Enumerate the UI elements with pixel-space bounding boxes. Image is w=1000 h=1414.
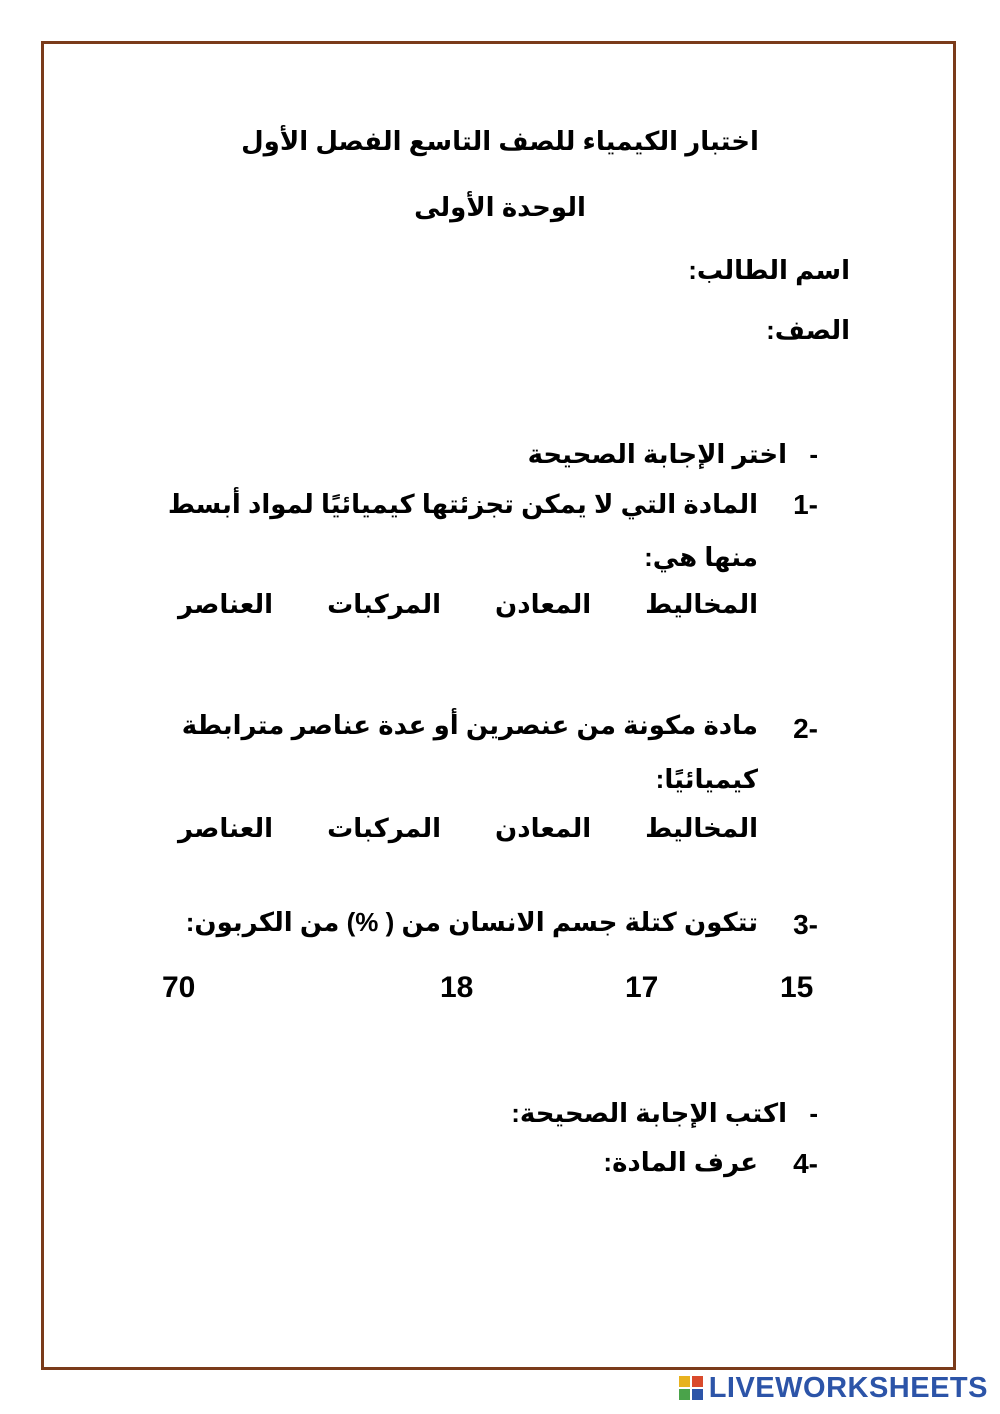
question-1-options [178, 591, 758, 617]
q2-option-minerals[interactable]: المعادن [495, 813, 592, 843]
q1-option-elements[interactable]: العناصر [178, 589, 274, 619]
question-4-text: عرف المادة: [603, 1147, 758, 1177]
liveworksheets-logo-icon [679, 1376, 705, 1402]
student-name-label: اسم الطالب: [688, 255, 850, 285]
section-2-bullet: - [809, 1098, 818, 1128]
liveworksheets-wordmark: LIVEWORKSHEETS [708, 1372, 988, 1404]
q2-option-compounds[interactable]: المركبات [327, 813, 441, 843]
question-1-text-line-2: منها هي: [644, 542, 758, 572]
q3-option-17[interactable]: 17 [625, 971, 659, 1004]
q3-option-70[interactable]: 70 [162, 971, 196, 1004]
q1-option-minerals[interactable]: المعادن [495, 589, 592, 619]
question-2-number: 2- [793, 713, 818, 744]
worksheet-subtitle [0, 194, 1000, 220]
q2-option-mixtures[interactable]: المخاليط [645, 813, 758, 843]
q2-option-elements[interactable]: العناصر [178, 813, 274, 843]
title-line-1: اختبار الكيمياء للصف التاسع الفصل الأول [241, 126, 759, 156]
worksheet-title [0, 128, 1000, 154]
q1-option-compounds[interactable]: المركبات [327, 589, 441, 619]
question-2-text-line-1: مادة مكونة من عنصرين أو عدة عناصر مترابطة [181, 710, 758, 740]
question-4-number: 4- [793, 1148, 818, 1179]
question-3-text: تتكون كتلة جسم الانسان من ( %) من الكربون: [185, 907, 758, 937]
question-2-text-line-2: كيميائيًا: [655, 764, 758, 794]
liveworksheets-brand [679, 1374, 988, 1403]
q3-option-15[interactable]: 15 [780, 971, 814, 1004]
title-line-2: الوحدة الأولى [414, 192, 586, 222]
question-1-number: 1- [793, 489, 818, 520]
q1-option-mixtures[interactable]: المخاليط [645, 589, 758, 619]
class-label: الصف: [766, 315, 850, 345]
page-border [41, 41, 956, 1370]
question-1-text-line-1: المادة التي لا يمكن تجزئتها كيميائيًا لمواد أبسط [167, 489, 758, 519]
q3-option-18[interactable]: 18 [440, 971, 474, 1004]
question-3-number: 3- [793, 909, 818, 940]
question-2-options [178, 815, 758, 841]
section-1-instruction: اختر الإجابة الصحيحة [527, 439, 787, 469]
section-2-instruction: اكتب الإجابة الصحيحة: [511, 1098, 787, 1128]
section-1-bullet: - [809, 439, 818, 469]
